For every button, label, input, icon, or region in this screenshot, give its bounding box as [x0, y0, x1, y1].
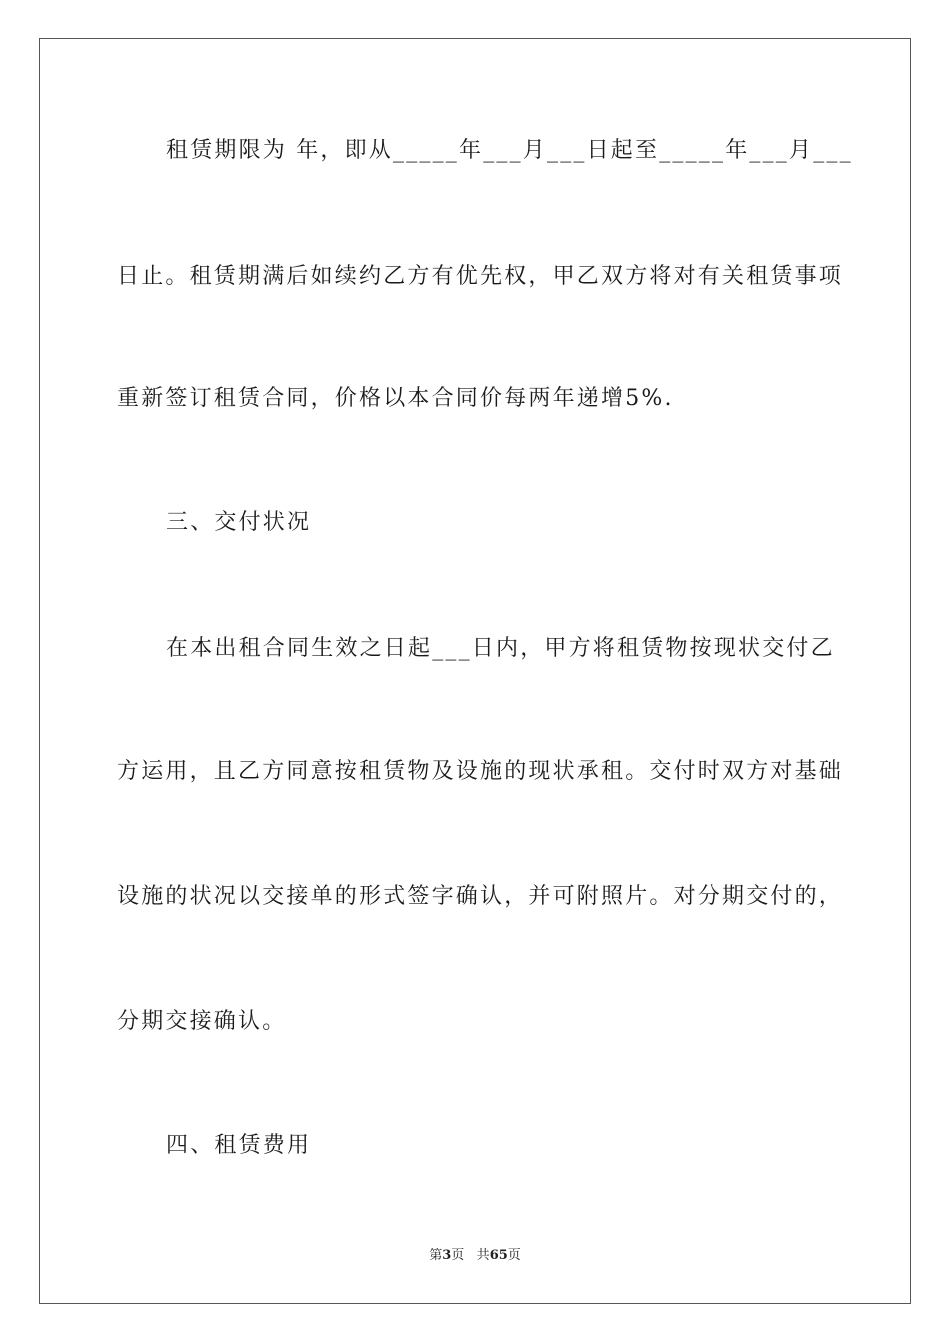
paragraph-line: 日止。租赁期满后如续约乙方有优先权，甲乙双方将对有关租赁事项 [117, 264, 844, 289]
paragraph-line: 分期交接确认。 [117, 1009, 287, 1034]
paragraph-line: 重新签订租赁合同，价格以本合同价每两年递增5%. [117, 386, 674, 411]
paragraph-line: 在本出租合同生效之日起___日内，甲方将租赁物按现状交付乙 [166, 636, 835, 661]
page-border [39, 38, 911, 1304]
page-prefix: 第 [429, 1248, 443, 1263]
section-heading: 四、租赁费用 [166, 1133, 312, 1158]
total-pages: 65 [489, 1248, 508, 1263]
section-heading: 三、交付状况 [166, 510, 312, 535]
paragraph-line: 方运用，且乙方同意按租赁物及设施的现状承租。交付时双方对基础 [117, 759, 844, 784]
page-suffix: 页 [451, 1248, 465, 1263]
paragraph-line: 设施的状况以交接单的形式签字确认，并可附照片。对分期交付的， [117, 884, 844, 909]
total-suffix: 页 [507, 1248, 521, 1263]
page-footer [0, 1247, 950, 1265]
total-prefix: 共 [476, 1248, 490, 1263]
page-number: 3 [442, 1248, 452, 1263]
paragraph-line: 租赁期限为 年，即从_____年___月___日起至_____年___月___ [166, 138, 853, 163]
